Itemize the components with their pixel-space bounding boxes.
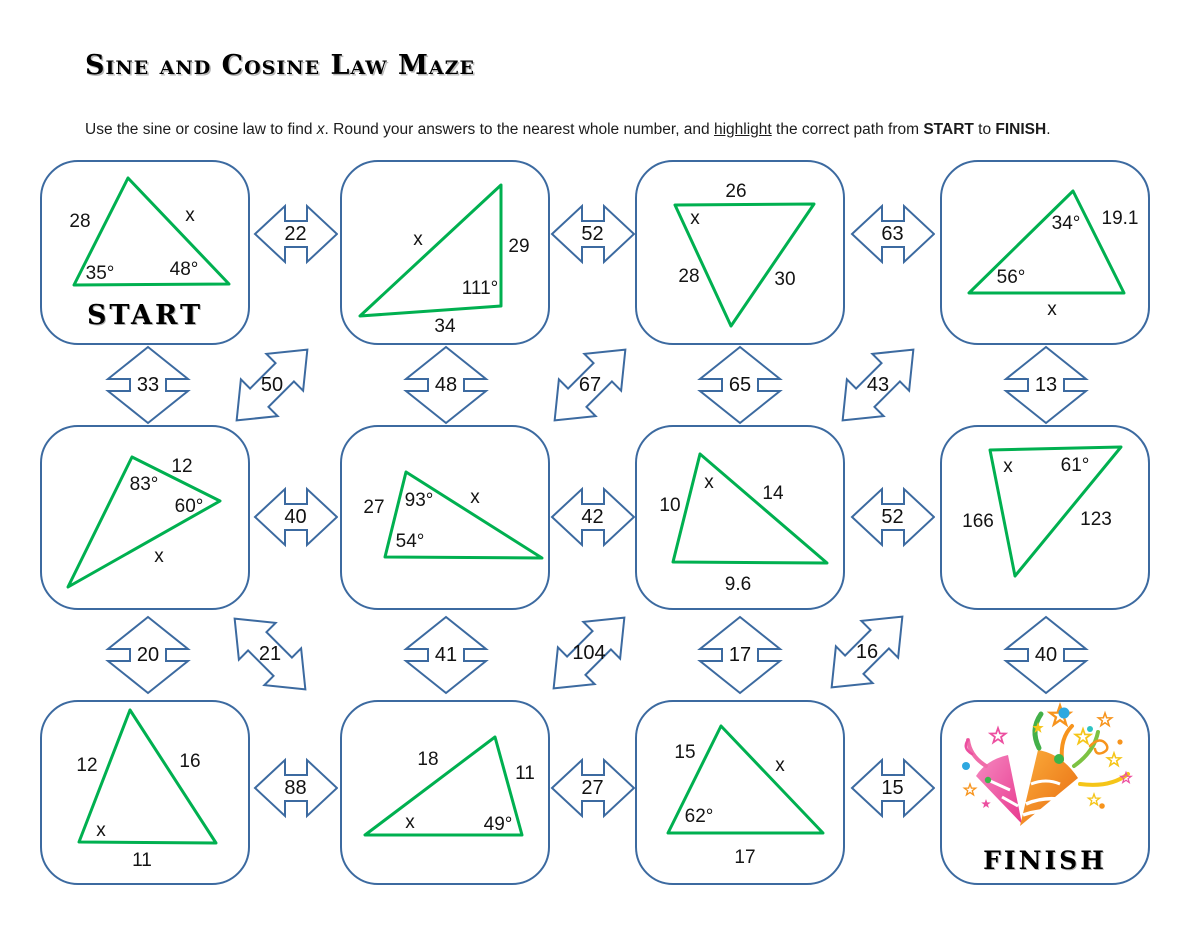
triangle-label: x: [405, 812, 415, 833]
instruction-segment: x: [316, 120, 325, 138]
triangle-label: 12: [76, 755, 98, 776]
h-arrow-63: [850, 203, 935, 265]
triangle-label: 93°: [404, 490, 434, 511]
triangle-label: x: [185, 205, 195, 226]
arrow-value: 50: [260, 373, 284, 396]
h-arrow-52: [850, 486, 935, 548]
instruction-segment: Use the sine or cosine law to find: [85, 120, 317, 138]
triangle-label: 61°: [1060, 455, 1090, 476]
v-arrow-41: [402, 615, 490, 695]
triangle-label: 27: [363, 497, 385, 518]
arrow-value: 41: [434, 643, 458, 666]
h-arrow-15: [850, 757, 935, 819]
triangle-label: x: [690, 208, 700, 229]
triangle-label: 17: [734, 847, 756, 868]
maze-box-b2: [340, 160, 550, 345]
arrow-value: 40: [1034, 643, 1058, 666]
triangle-figure: [942, 162, 1152, 347]
triangle-label: 9.6: [724, 574, 752, 595]
party-popper-pink: [968, 740, 1022, 824]
triangle-figure: [42, 702, 252, 887]
v-arrow-13: [1002, 345, 1090, 425]
triangle-label: 11: [515, 763, 535, 784]
arrow-value: 20: [136, 643, 160, 666]
triangle-label: x: [470, 487, 480, 508]
triangle-label: 166: [962, 511, 994, 532]
instruction-segment: START: [923, 120, 974, 138]
arrow-value: 52: [581, 222, 604, 245]
d-arrow-21: [213, 597, 326, 710]
instruction-segment: to: [973, 120, 996, 138]
arrow-value: 42: [581, 505, 604, 528]
triangle-label: x: [1047, 299, 1057, 320]
triangle-label: 28: [69, 211, 91, 232]
arrow-value: 63: [881, 222, 904, 245]
triangle-figure: [637, 427, 847, 612]
triangle-label: 60°: [174, 496, 204, 517]
triangle-label: 62°: [684, 806, 714, 827]
h-arrow-52: [550, 203, 635, 265]
triangle-label: x: [1003, 456, 1013, 477]
box-caption-finish: FINISH: [983, 846, 1107, 875]
triangle-figure: [42, 427, 252, 612]
triangle-label: 56°: [996, 267, 1026, 288]
triangle-figure: [342, 427, 552, 612]
triangle-label: 123: [1080, 509, 1112, 530]
triangle: [969, 191, 1124, 293]
confetti-image: [942, 702, 1152, 852]
arrow-value: 15: [881, 776, 904, 799]
d-arrow-16: [810, 595, 923, 708]
arrow-value: 21: [258, 642, 282, 665]
triangle-label: 14: [762, 483, 784, 504]
arrow-value: 13: [1034, 373, 1058, 396]
triangle-label: 49°: [483, 814, 513, 835]
triangle-label: x: [704, 472, 714, 493]
h-arrow-40: [253, 486, 338, 548]
instructions: [85, 121, 1051, 139]
maze-box-b11: [635, 700, 845, 885]
triangle-label: 54°: [395, 531, 425, 552]
party-popper-orange: [1020, 750, 1078, 826]
triangle-figure: [942, 427, 1152, 612]
instruction-segment: highlight: [713, 120, 772, 138]
triangle-label: 48°: [169, 259, 199, 280]
triangle-figure: [342, 702, 552, 887]
h-arrow-88: [253, 757, 338, 819]
triangle-label: 19.1: [1101, 208, 1139, 229]
maze-box-b3: [635, 160, 845, 345]
page-title: Sine and Cosine Law Maze: [85, 50, 476, 81]
maze-box-b6: [340, 425, 550, 610]
arrow-value: 40: [284, 505, 307, 528]
triangle-label: x: [775, 755, 785, 776]
arrow-value: 65: [728, 373, 752, 396]
triangle-label: 11: [132, 850, 152, 871]
arrow-value: 17: [728, 643, 752, 666]
arrow-value: 104: [572, 641, 606, 664]
triangle-label: x: [413, 229, 423, 250]
maze-box-b9: [40, 700, 250, 885]
h-arrow-22: [253, 203, 338, 265]
arrow-value: 67: [578, 373, 602, 396]
triangle-figure: [342, 162, 552, 347]
d-arrow-104: [532, 596, 645, 709]
v-arrow-65: [696, 345, 784, 425]
triangle-label: 16: [179, 751, 201, 772]
triangle-label: 28: [678, 266, 700, 287]
instruction-segment: FINISH: [995, 120, 1047, 138]
maze-box-b10: [340, 700, 550, 885]
triangle-label: 29: [508, 236, 530, 257]
triangle-label: 35°: [85, 263, 115, 284]
instruction-segment: . Round your answers to the nearest whole number, and: [324, 120, 714, 138]
triangle: [673, 454, 827, 563]
triangle-label: 12: [171, 456, 193, 477]
triangle-label: x: [154, 546, 164, 567]
arrow-value: 33: [136, 373, 160, 396]
h-arrow-42: [550, 486, 635, 548]
instruction-segment: the correct path from: [771, 120, 924, 138]
instruction-segment: .: [1046, 120, 1051, 138]
triangle-label: 111°: [461, 278, 499, 299]
maze-box-b7: [635, 425, 845, 610]
triangle-figure: [637, 702, 847, 887]
triangle-label: 18: [417, 749, 439, 770]
triangle-label: 34°: [1051, 213, 1081, 234]
maze-box-b4: [940, 160, 1150, 345]
triangle-label: 30: [774, 269, 796, 290]
v-arrow-40: [1002, 615, 1090, 695]
triangle-label: 15: [674, 742, 696, 763]
arrow-value: 88: [284, 776, 307, 799]
triangle-label: 10: [659, 495, 681, 516]
triangle-label: 83°: [129, 474, 159, 495]
maze-box-b5: [40, 425, 250, 610]
arrow-value: 16: [855, 640, 879, 663]
triangle-label: x: [96, 820, 106, 841]
v-arrow-48: [402, 345, 490, 425]
arrow-value: 22: [284, 222, 307, 245]
arrow-value: 52: [881, 505, 904, 528]
triangle-label: 26: [725, 181, 747, 202]
triangle-label: 34: [434, 316, 456, 337]
arrow-value: 27: [581, 776, 604, 799]
v-arrow-20: [104, 615, 192, 695]
h-arrow-27: [550, 757, 635, 819]
v-arrow-33: [104, 345, 192, 425]
maze-box-b1: [40, 160, 250, 345]
box-caption-start: START: [86, 300, 204, 331]
arrow-value: 48: [434, 373, 458, 396]
triangle-figure: [637, 162, 847, 347]
maze-box-b12: [940, 700, 1150, 885]
maze-box-b8: [940, 425, 1150, 610]
v-arrow-17: [696, 615, 784, 695]
arrow-value: 43: [866, 373, 890, 396]
